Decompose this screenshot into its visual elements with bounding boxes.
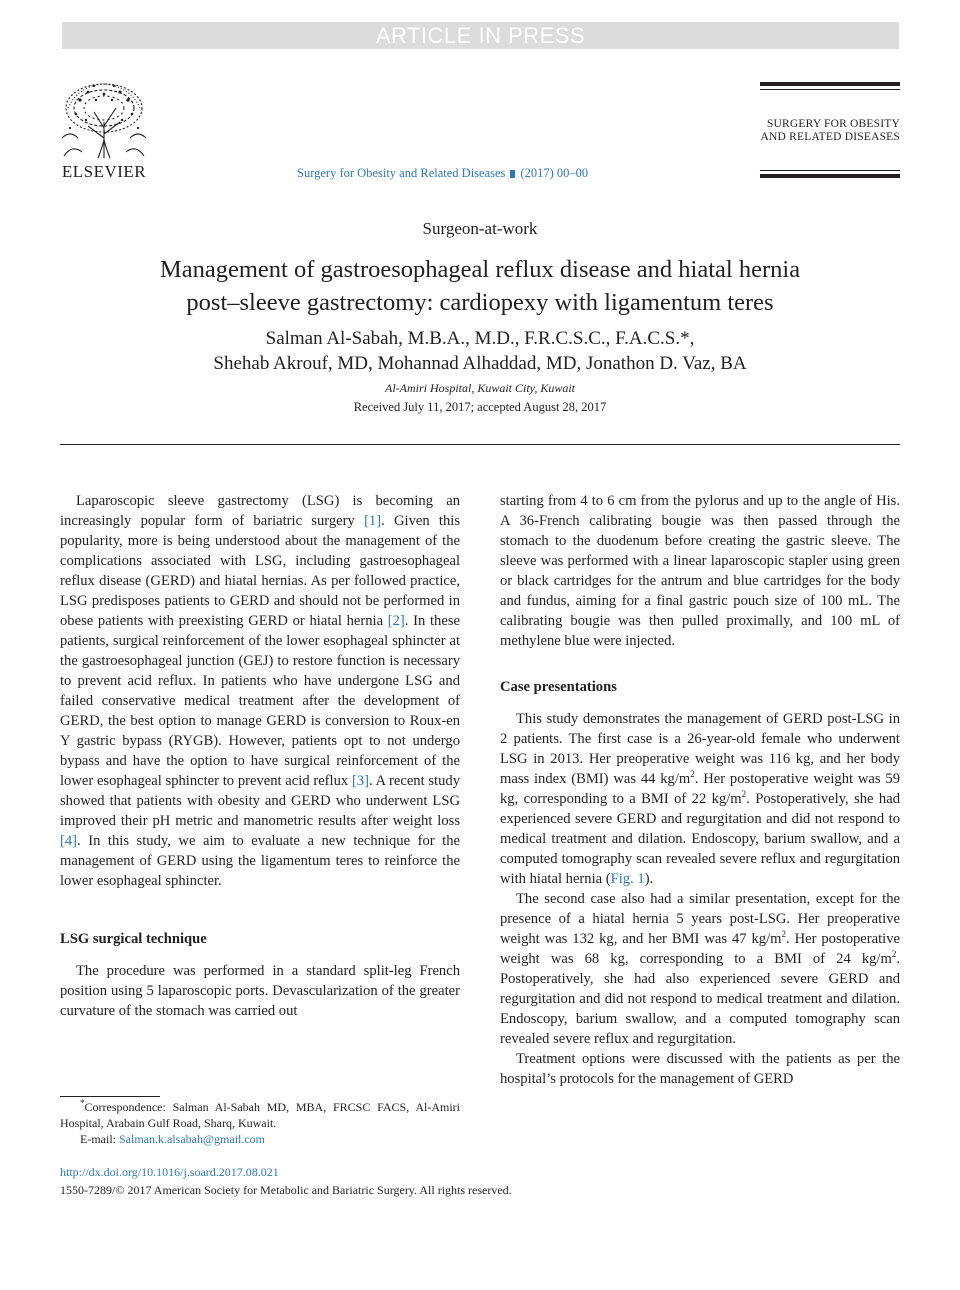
elsevier-tree-icon (58, 78, 150, 160)
reference-link-1[interactable]: [1] (364, 513, 382, 529)
author-list (80, 326, 880, 376)
doi-link[interactable]: http://dx.doi.org/10.1016/j.soard.2017.08.021 (60, 1165, 279, 1179)
technique-paragraph: The procedure was performed in a standard split-leg French position using 5 laparoscopic ports. Devascularization of the greater curvature of the stomach was carried out (60, 963, 460, 1019)
article-category: Surgeon-at-work (422, 219, 538, 238)
correspondence-text: Correspondence: Salman Al-Sabah MD, MBA, FRCSC FACS, Al-Amiri Hospital, Arabain Gulf Road, Sharq, Kuwait. (60, 1100, 460, 1130)
journal-issue[interactable]: (2017) 00–00 (520, 166, 589, 180)
title-line-1: Management of gastroesophageal reflux disease and hiatal hernia (159, 256, 801, 283)
correspondence-footnote (60, 1099, 460, 1147)
article-title (80, 253, 880, 319)
journal-name[interactable]: Surgery for Obesity and Related Diseases (297, 166, 506, 180)
email-label: E-mail: (80, 1132, 119, 1146)
journal-logo-rule-bottom-thin (760, 170, 900, 171)
right-column (500, 491, 900, 1089)
square-icon (510, 170, 515, 178)
header-divider (60, 444, 900, 445)
left-column (60, 491, 460, 1021)
technique-continued-paragraph: starting from 4 to 6 cm from the pylorus and up to the angle of His. A 36-French calibrating bougie was then passed through the stomach to the duodenum before creating the gastric sleeve. The sleeve was performed with a linear laparoscopic stapler using green or black cartridges for the antrum and blue cartridges for the body and fundus, aiming for a final gastric pouch size of 100 mL. The calibrating bougie was then pulled proximally, and 100 mL of methylene blue were injected. (500, 493, 900, 649)
copyright-line: 1550-7289/© 2017 American Society for Metabolic and Bariatric Surgery. All rights reserved. (60, 1183, 512, 1197)
article-in-press-banner: ARTICLE IN PRESS (62, 22, 899, 49)
email-link[interactable]: Salman.k.alsabah@gmail.com (119, 1132, 266, 1146)
reference-link-2[interactable]: [2] (387, 613, 405, 629)
case-1-paragraph: This study demonstrates the management of GERD post-LSG in 2 patients. The first case is a 26-year-old female who underwent LSG in 2013. Her preoperative weight was 116 kg, and her body mass index (BMI) was 44 $kg/m^2$. Her postoperative weight was 59 kg, corresponding to a BMI of 22 $kg/m^2$. Postoperatively, she had experienced severe GERD and regurgitation and did not respond to medical treatment and dilation. Endoscopy, barium swallow, and a computed tomography scan revealed severe reflux and regurgitation with hiatal hernia (Fig. 1). (500, 711, 901, 887)
journal-logo-rule-top-thin (760, 89, 900, 90)
authors-line-1: Salman Al-Sabah, M.B.A., M.D., F.R.C.S.C., F.A.C.S.*, (265, 328, 695, 349)
section-heading-cases: Case presentations (500, 679, 617, 695)
treatment-paragraph: Treatment options were discussed with the patients as per the hospital’s protocols for the management of GERD (500, 1051, 900, 1087)
footnote-divider (60, 1096, 160, 1097)
page-footer (60, 1163, 512, 1199)
journal-logo-line2: AND RELATED DISEASES (760, 131, 900, 143)
affiliation: Al-Amiri Hospital, Kuwait City, Kuwait (384, 381, 576, 395)
journal-citation-link[interactable] (297, 166, 588, 181)
intro-paragraph: Laparoscopic sleeve gastrectomy (LSG) is becoming an increasingly popular form of bariatric surgery [1]. Given this popularity, more is being understood about the management of the complications associated with LSG, including gastroesophageal reflux disease (GERD) and hiatal hernias. As per followed practice, LSG predisposes patients to GERD and should not be performed in obese patients with preexisting GERD or hiatal hernia [2]. In these patients, surgical reinforcement of the lower esophageal sphincter at the gastroesophageal junction (GEJ) to restore function is necessary to prevent acid reflux. In patients who have undergone LSG and failed conservative medical treatment after the development of GERD, the best option to manage GERD is conversion to Roux-en Y gastric bypass (RYGB). However, patients opt to not undergo bypass and have the option to have surgical reinforcement of the lower esophageal sphincter to prevent acid reflux [3]. A recent study showed that patients with obesity and GERD who underwent LSG improved their pH metric and manometric results after weight loss [4]. In this study, we aim to evaluate a new technique for the management of GERD using the ligamentum teres to reinforce the lower esophageal sphincter. (60, 493, 461, 889)
case-2-paragraph: The second case also had a similar presentation, except for the presence of a hiatal hernia 5 years post-LSG. Her preoperative weight was 132 kg, and her BMI was 47 $kg/m^2$. Her postoperative weight was 68 kg, corresponding to a BMI of 24 $kg/m^2$. Postoperatively, she had also experienced severe GERD and regurgitation and did not respond to medical treatment and dilation. Endoscopy, barium swallow, and a computed tomography scan revealed severe reflux and regurgitation. (500, 891, 900, 1047)
authors-line-2: Shehab Akrouf, MD, Mohannad Alhaddad, MD, Jonathon D. Vaz, BA (213, 353, 747, 374)
section-heading-technique: LSG surgical technique (60, 931, 207, 947)
figure-1-link[interactable]: Fig. 1 (610, 871, 645, 887)
reference-link-3[interactable]: [3] (351, 773, 369, 789)
reference-link-4[interactable]: [4] (60, 833, 78, 849)
journal-logo-rule-top (760, 82, 900, 86)
received-dates: Received July 11, 2017; accepted August 28, 2017 (353, 400, 607, 414)
title-line-2: post–sleeve gastrectomy: cardiopexy with ligamentum teres (186, 289, 774, 316)
journal-logo-rule-bottom (760, 174, 900, 178)
elsevier-logo (58, 78, 150, 182)
journal-logo-line1: SURGERY FOR OBESITY (766, 118, 900, 130)
footnote-marker: * (80, 1098, 85, 1108)
journal-logo-text (740, 118, 900, 144)
publisher-name: ELSEVIER (61, 162, 147, 181)
